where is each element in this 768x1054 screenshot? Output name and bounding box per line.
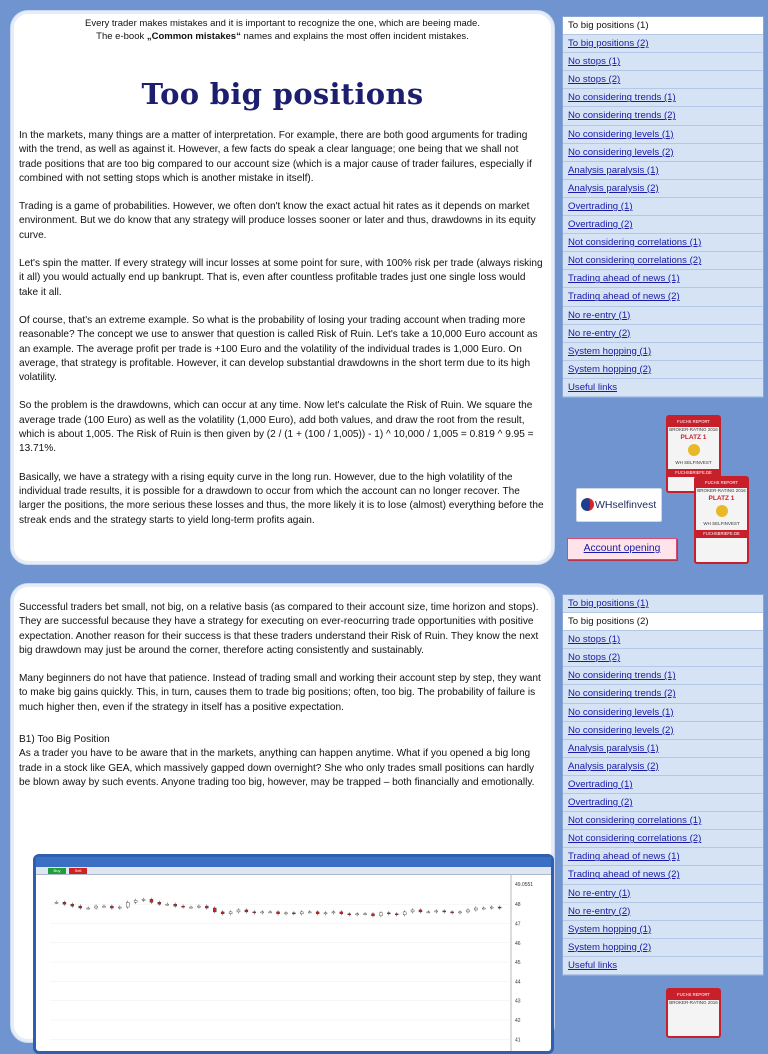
candle <box>87 908 90 909</box>
candle <box>79 906 82 908</box>
candle <box>205 906 208 908</box>
candle <box>213 908 216 912</box>
candle <box>134 900 137 902</box>
price-tick-label: 44 <box>515 979 521 986</box>
chart-titlebar <box>36 857 551 867</box>
price-tick-label: 48 <box>515 902 521 909</box>
candle <box>71 904 74 906</box>
account-opening-button[interactable]: Account opening <box>567 538 677 560</box>
candle <box>182 906 185 907</box>
nav-link[interactable]: Trading ahead of news (1) <box>563 270 763 288</box>
candle <box>95 906 98 908</box>
price-tick-label: 45 <box>515 960 521 967</box>
intro-line-2 <box>11 30 554 43</box>
candle <box>55 902 58 903</box>
section-heading: B1) Too Big Position <box>19 734 110 746</box>
nav-link[interactable]: No re-entry (1) <box>563 307 763 325</box>
candle <box>427 912 430 913</box>
candle <box>118 907 121 908</box>
candle <box>340 912 343 914</box>
nav-link[interactable]: No stops (2) <box>563 71 763 89</box>
candle <box>443 911 446 912</box>
candle <box>277 912 280 914</box>
candle <box>419 910 422 912</box>
candle <box>284 913 287 914</box>
candle <box>348 914 351 915</box>
nav-link[interactable]: No re-entry (1) <box>563 885 763 903</box>
candle <box>411 910 414 912</box>
nav-link[interactable]: No considering trends (1) <box>563 667 763 685</box>
intro-line-2-start: The e-book <box>96 31 147 42</box>
badge-platz: PLATZ 1 <box>708 495 735 502</box>
candle <box>158 902 161 904</box>
candle <box>474 908 477 910</box>
nav-link[interactable]: System hopping (2) <box>563 361 763 379</box>
paragraph: Successful traders bet small, not big, on a relative basis (as compared to their account size, time horizon and stops). They are successful because they have a strategy for executing on ever-reocurring trade opportunities with positive expectation. Another reason for their success is that these traders understand their Risk of Ruin. They know the next big drawdown may just be around the corner, therefore acting consistently and sustainably. <box>19 602 539 656</box>
medal-icon <box>716 505 728 517</box>
candle <box>482 908 485 909</box>
candle <box>150 899 153 902</box>
badge-foot: FUCHSBRIEFE.DE <box>668 469 719 477</box>
paragraph: Of course, that's an extreme example. So what is the probability of losing your trading account when trading more reasonable? The concept we use to answer that question is called Risk of Ruin. Let's take a 10,000 Euro account as an example. The average profit per trade is +100 Euro and the volatility of the individual trades is 1,000 Euro. On average, that strategy is profitable. However, it can develop substantial drawdowns in the short term due to its high volatility. <box>19 314 538 384</box>
logo-mark-icon <box>581 498 594 511</box>
nav-link[interactable]: System hopping (1) <box>563 343 763 361</box>
candle <box>435 911 438 912</box>
nav-link[interactable]: No stops (1) <box>563 53 763 71</box>
candle <box>364 914 367 915</box>
intro-line-2-end: names and explains the most offen incident mistakes. <box>240 31 469 42</box>
price-tick-label: 41 <box>515 1037 521 1044</box>
candle <box>387 913 390 914</box>
candle <box>498 907 501 908</box>
nav-link[interactable]: No considering levels (1) <box>563 704 763 722</box>
intro-line-1: Every trader makes mistakes and it is important to recognize the one, which are beeing made. <box>85 18 480 29</box>
candle <box>253 912 256 913</box>
buy-button[interactable]: Buy <box>48 868 66 874</box>
paragraph: Basically, we have a strategy with a rising equity curve in the long run. However, due to the high volatility of the individual trade results, it is possible for a drawdown to occur from which the account can no longer recover. The larger the positions, the more serious these losses and thus, the more likely it is to lose (almost) everything before the streak ends and the strategy starts to yield long-term profits again. <box>19 471 544 526</box>
nav-link[interactable]: Trading ahead of news (1) <box>563 848 763 866</box>
nav-link[interactable]: Analysis paralysis (1) <box>563 162 763 180</box>
wh-selfinvest-logo[interactable] <box>576 488 662 522</box>
nav-link[interactable]: No considering trends (2) <box>563 107 763 125</box>
candle <box>300 912 303 914</box>
page-panel-1 <box>10 10 555 565</box>
candle <box>197 906 200 907</box>
current-price-label: 49.0551 <box>515 881 534 888</box>
badge-platz: PLATZ 1 <box>680 434 707 441</box>
candle <box>324 913 327 914</box>
logo-text: selfinvest <box>612 499 657 511</box>
ebook-title: „Common mistakes“ <box>146 31 241 42</box>
paragraph: In the markets, many things are a matter of interpretation. For example, there are both good arguments for trading with the trend, as well as against it. However, a few facts do speak a clear language; one being that we shall not trade positions that are too big compared to our account size (which is a major cause of trader failures, especially if combined with not setting stops which is another mistake in itself). <box>19 130 532 184</box>
logo-prefix: WH <box>595 499 613 511</box>
paragraph: Many beginners do not have that patience. Instead of trading small and working their account step by step, they want to make big gains quickly. This, in turn, causes them to trade big positions; often, too big. The probability of failure is much higher then, even if the strategy in itself has a positive expectation. <box>19 673 541 713</box>
chapter-nav-2 <box>562 594 764 976</box>
nav-link[interactable]: To big positions (1) <box>563 17 763 35</box>
price-tick-label: 43 <box>515 998 521 1005</box>
nav-link[interactable]: To big positions (1) <box>563 595 763 613</box>
candle <box>466 910 469 912</box>
candle <box>371 914 374 916</box>
medal-icon <box>688 444 700 456</box>
candle <box>63 902 66 904</box>
price-tick-label: 47 <box>515 921 521 928</box>
nav-link[interactable]: Overtrading (1) <box>563 198 763 216</box>
candle <box>166 904 169 905</box>
page-panel-2 <box>10 583 555 1043</box>
candle <box>395 914 398 915</box>
candle <box>126 902 129 907</box>
candle <box>356 914 359 915</box>
badge-sub: BROKER-RATING 2016 <box>669 427 718 432</box>
paragraph: Trading is a game of probabilities. However, we often don't know the exact actual hit rates as it depends on market environment. But we do know that any strategy will produce losses sooner or later and thus, drawdowns in its equity curve. <box>19 201 536 241</box>
nav-link[interactable]: No considering levels (1) <box>563 126 763 144</box>
chart-toolbar <box>36 867 551 875</box>
candle <box>269 912 272 913</box>
candle <box>490 907 493 908</box>
candle <box>102 906 105 907</box>
nav-link[interactable]: Overtrading (2) <box>563 794 763 812</box>
candle <box>459 912 462 913</box>
nav-link[interactable]: Trading ahead of news (2) <box>563 288 763 306</box>
nav-link[interactable]: No considering levels (2) <box>563 144 763 162</box>
candle <box>221 912 224 914</box>
candle <box>261 912 264 913</box>
nav-link[interactable]: Not considering correlations (2) <box>563 252 763 270</box>
badge-head: FUCHS REPORT <box>668 990 719 1000</box>
price-tick-label: 46 <box>515 940 521 947</box>
nav-link[interactable]: Analysis paralysis (1) <box>563 740 763 758</box>
candle <box>316 912 319 914</box>
nav-link[interactable]: Overtrading (1) <box>563 776 763 794</box>
price-tick-label: 42 <box>515 1017 521 1024</box>
candle <box>110 906 113 908</box>
candle <box>308 912 311 913</box>
nav-link[interactable]: Analysis paralysis (2) <box>563 180 763 198</box>
broker-rating-badge <box>666 988 721 1038</box>
nav-link[interactable]: Useful links <box>563 957 763 975</box>
candle <box>451 912 454 913</box>
section-text: As a trader you have to be aware that in the markets, anything can happen anytime. What if you opened a big long trade in a stock like GEA, which massively gapped down overnight? She who only trades small positions can hardly be blown away by such events. Anyone trading too big, however, may be trapped – both financially and emotionally. <box>19 748 535 788</box>
candle <box>332 912 335 913</box>
nav-link[interactable]: Overtrading (2) <box>563 216 763 234</box>
badge-head: FUCHS REPORT <box>696 478 747 488</box>
badge-head: FUCHS REPORT <box>668 417 719 427</box>
badge-sub: BROKER-RATING 2016 <box>669 1000 718 1005</box>
sell-button[interactable]: Sell <box>69 868 87 874</box>
paragraph: Let's spin the matter. If every strategy will incur losses at some point for sure, with 100% risk per trade (always risking it all) you would actually end up bankrupt. That is, even after countless profitable trades just one single loss would take it all. <box>19 258 543 298</box>
candle <box>229 912 232 914</box>
nav-link[interactable]: No considering trends (2) <box>563 685 763 703</box>
nav-link[interactable]: Not considering correlations (1) <box>563 812 763 830</box>
nav-link[interactable]: No re-entry (2) <box>563 325 763 343</box>
badge-sub: BROKER-RATING 2016 <box>697 488 746 493</box>
nav-link[interactable]: Not considering correlations (1) <box>563 234 763 252</box>
candle <box>292 913 295 914</box>
price-chart <box>36 875 551 1051</box>
candle <box>245 910 248 912</box>
broker-rating-badge <box>694 476 749 564</box>
chapter-nav-1 <box>562 16 764 398</box>
article-body-2 <box>11 601 554 790</box>
nav-link[interactable]: To big positions (2) <box>563 35 763 53</box>
nav-link[interactable]: No stops (1) <box>563 631 763 649</box>
page-title: Too big positions <box>141 77 424 111</box>
nav-link[interactable]: No considering trends (1) <box>563 89 763 107</box>
chart-screenshot <box>33 854 554 1054</box>
nav-link[interactable]: Analysis paralysis (2) <box>563 758 763 776</box>
nav-link[interactable]: To big positions (2) <box>563 613 763 631</box>
nav-link[interactable]: System hopping (2) <box>563 939 763 957</box>
candle <box>379 913 382 916</box>
nav-link[interactable]: Useful links <box>563 379 763 397</box>
nav-link[interactable]: Not considering correlations (2) <box>563 830 763 848</box>
candle <box>174 904 177 906</box>
intro-text <box>11 17 554 43</box>
candle <box>190 907 193 908</box>
nav-link[interactable]: No considering levels (2) <box>563 722 763 740</box>
badge-name: WH SELFINVEST <box>703 521 740 526</box>
badge-foot: FUCHSBRIEFE.DE <box>696 530 747 538</box>
candle <box>403 912 406 915</box>
ad-area-1 <box>562 410 764 570</box>
paragraph: So the problem is the drawdowns, which can occur at any time. Now let's calculate the Risk of Ruin. We square the average trade (100 Euro) as well as the volatility (1,000 Euro), add both values, and draw the root from the result, which is about 1,005. The Risk of Ruin is then given by (2 / (1 + (100 / 1,005)) - 1) ^ 10,000 / 1,005 = 0.819 ^ 9.95 = 13.71%. <box>19 400 534 455</box>
nav-link[interactable]: No re-entry (2) <box>563 903 763 921</box>
nav-link[interactable]: No stops (2) <box>563 649 763 667</box>
badge-name: WH SELFINVEST <box>675 460 712 465</box>
nav-link[interactable]: System hopping (1) <box>563 921 763 939</box>
nav-link[interactable]: Trading ahead of news (2) <box>563 866 763 884</box>
candle <box>237 910 240 912</box>
candle <box>142 899 145 900</box>
article-body-1 <box>11 129 554 528</box>
